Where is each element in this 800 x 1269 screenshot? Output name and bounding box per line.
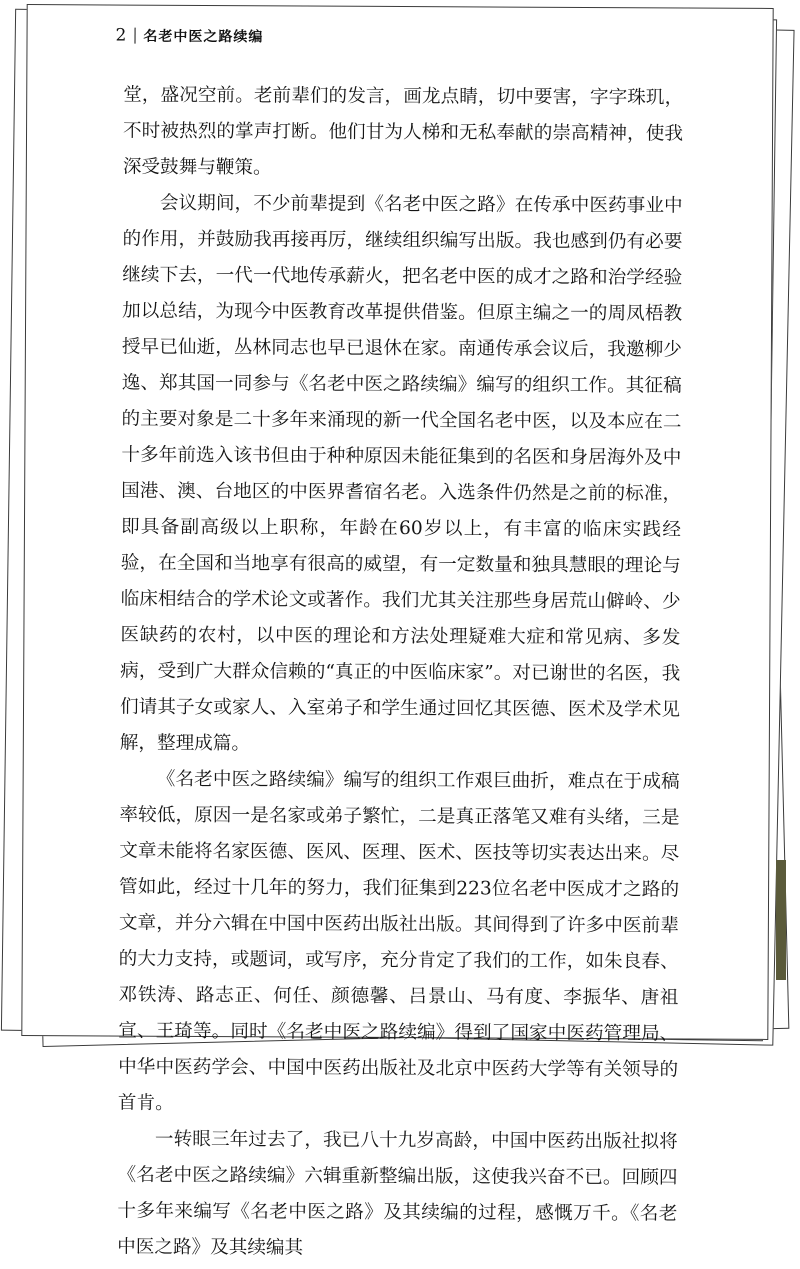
header-divider <box>134 28 135 44</box>
page-number: 2 <box>115 25 127 46</box>
book-title: 名老中医之路续编 <box>143 28 264 46</box>
book-edge <box>776 860 786 980</box>
page-body <box>117 78 683 1269</box>
paragraph-3: 《名老中医之路续编》编写的组织工作艰巨曲折，难点在于成稿率较低，原因一是名家或弟子繁忙，二是真正落笔又难有头绪，三是文章未能将名家医德、医风、医理、医术、医技等切实表达出来。尽管如此，经过十几年的努力，我们征集到223位名老中医成才之路的文章，并分六辑在中国中医药出版社出版。其间得到了许多中医前辈的大力支持，或题词，或写序，充分肯定了我们的工作，如朱良春、邓铁涛、路志正、何任、颜德馨、吕景山、马有度、李振华、唐祖宣、王琦等。同时《名老中医之路续编》得到了国家中医药管理局、中华中医药学会、中国中医药出版社及北京中医药大学等有关领导的首肯。 <box>117 768 680 1114</box>
running-header <box>115 26 263 47</box>
paragraph-2: 会议期间，不少前辈提到《名老中医之路》在传承中医药事业中的作用，并鼓励我再接再厉，继续组织编写出版。我也感到仍有必要继续下去，一代一代地传承薪火，把名老中医的成才之路和治学经验加以总结，为现今中医教育改革提供借鉴。但原主编之一的周凤梧教授早已仙逝，丛林同志也早已退休在家。南通传承会议后，我邀柳少逸、郑其国一同参与《名老中医之路续编》编写的组织工作。其征稿的主要对象是二十多年来涌现的新一代全国名老中医，以及本应在二十多年前选入该书但由于种种原因未能征集到的名医和身居海外及中国港、澳、台地区的中医界耆宿名老。入选条件仍然是之前的标准，即具备副高级以上职称，年龄在60岁以上，有丰富的临床实践经验，在全国和当地享有很高的威望，有一定数量和独具慧眼的理论与临床相结合的学术论文或著作。我们尤其关注那些身居荒山僻岭、少医缺药的农村，以中医的理论和方法处理疑难大症和常见病、多发病，受到广大群众信赖的“真正的中医临床家”。对已谢世的名医，我们请其子女或家人、入室弟子和学生通过回忆其医德、医术及学术见解，整理成篇。 <box>119 192 683 755</box>
book-page <box>21 4 773 1259</box>
paragraph-4: 一转眼三年过去了，我已八十九岁高龄，中国中医药出版社拟将《名老中医之路续编》六辑重新整编出版，这使我兴奋不已。回顾四十多年来编写《名老中医之路》及其续编的过程，感慨万千。《名老中医之路》及其续编其 <box>117 1128 678 1259</box>
paragraph-1: 堂，盛况空前。老前辈们的发言，画龙点睛，切中要害，字字珠玑，不时被热烈的掌声打断。他们甘为人梯和无私奉献的崇高精神，使我深受鼓舞与鞭策。 <box>122 84 684 179</box>
